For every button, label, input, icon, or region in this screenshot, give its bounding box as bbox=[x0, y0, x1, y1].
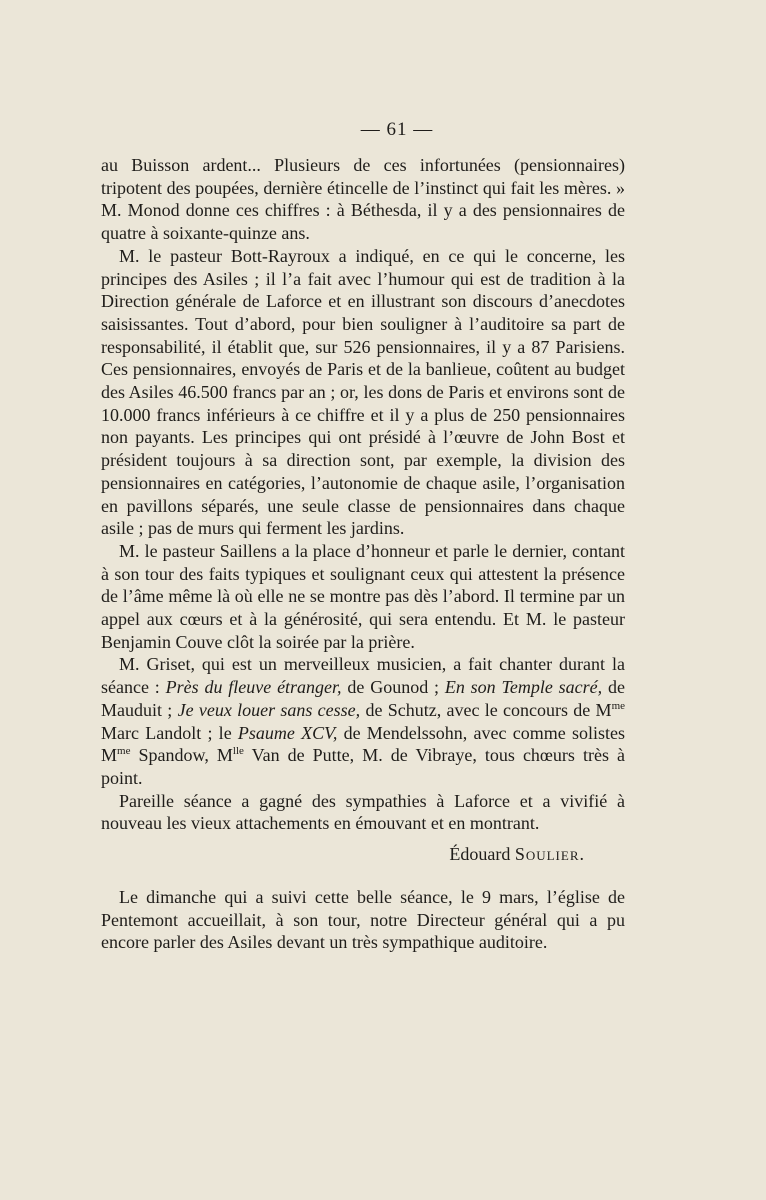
article-body bbox=[101, 154, 625, 954]
paragraph-3: M. le pasteur Saillens a la place d’honneur et parle le dernier, contant à son tour des faits typiques et soulignant ceux qui attestent la présence de l’âme même là où elle ne se montre pas dès l’abord. Il termine par un appel aux cœurs et à la générosité, qui sera entendu. Et M. le pasteur Benjamin Couve clôt la soirée par la prière. bbox=[101, 540, 625, 652]
signature-last-name: Soulier. bbox=[514, 844, 585, 865]
work-title: En son Temple sacré, bbox=[444, 677, 603, 698]
work-title: Psaume XCV, bbox=[237, 722, 338, 743]
superscript: me bbox=[117, 745, 131, 758]
text-run: Van de Putte, M. de Vibraye, tous chœurs très à point. bbox=[101, 745, 625, 788]
superscript: lle bbox=[232, 745, 244, 758]
text-run: de Mauduit ; bbox=[101, 677, 625, 720]
paragraph-1: au Buisson ardent... Plusieurs de ces infortunées (pensionnaires) tripotent des poupées, dernière étincelle de l’instinct qui fait les mères. » M. Monod donne ces chiffres : à Béthesda, il y a des pensionnaires de quatre à soixante-quinze ans. bbox=[101, 155, 625, 244]
text-run: Marc Landolt ; le bbox=[101, 722, 238, 743]
paragraph-2: M. le pasteur Bott-Rayroux a indiqué, en ce qui le concerne, les principes des Asiles ; il l’a fait avec l’humour qui est de tradition à la Direction générale de Laforce et en illustrant son discours d’anecdotes saisissantes. Tout d’abord, pour bien souligner à l’auditoire sa part de responsabilité, il établit que, sur 526 pensionnaires, il y a 87 Parisiens. Ces pensionnaires, envoyés de Paris et de la banlieue, coûtent au budget des Asiles 46.500 francs par an ; or, les dons de Paris et environs sont de 10.000 francs inférieurs à ce chiffre et il y a plus de 250 pensionnaires non payants. Les principes qui ont présidé à l’œuvre de John Bost et président toujours à sa direction sont, par exemple, la division des pensionnaires en catégories, l’autonomie de chaque asile, l’organisation en pavillons séparés, une seule classe de pensionnaires dans chaque asile ; pas de murs qui ferment les jardins. bbox=[101, 245, 625, 539]
paragraph-final: Le dimanche qui a suivi cette belle séance, le 9 mars, l’église de Pentemont accueillait, à son tour, notre Directeur général qui a pu encore parler des Asiles devant un très sympathique auditoire. bbox=[101, 886, 625, 953]
superscript: me bbox=[611, 699, 626, 712]
paragraph-closing: Pareille séance a gagné des sympathies à Laforce et a vivifié à nouveau les vieux attachements en émouvant et en montrant. bbox=[101, 790, 625, 834]
signature bbox=[101, 843, 625, 866]
page-number: — 61 — bbox=[360, 119, 434, 140]
text-run: M. Griset, qui est un merveilleux musicien, a fait chanter durant la séance : bbox=[101, 654, 625, 698]
signature-first-name: Édouard bbox=[449, 844, 511, 865]
text-run: de Gounod ; bbox=[341, 677, 445, 698]
section-gap bbox=[101, 866, 625, 886]
work-title: Je veux louer sans cesse, bbox=[177, 699, 361, 720]
text-run: Spandow, M bbox=[130, 745, 233, 766]
text-run: de Schutz, avec le concours de M bbox=[360, 699, 612, 720]
work-title: Près du fleuve étranger, bbox=[165, 677, 342, 698]
paragraph-griset bbox=[101, 653, 625, 789]
text-run: de Mendelssohn, avec comme solistes M bbox=[101, 722, 625, 766]
